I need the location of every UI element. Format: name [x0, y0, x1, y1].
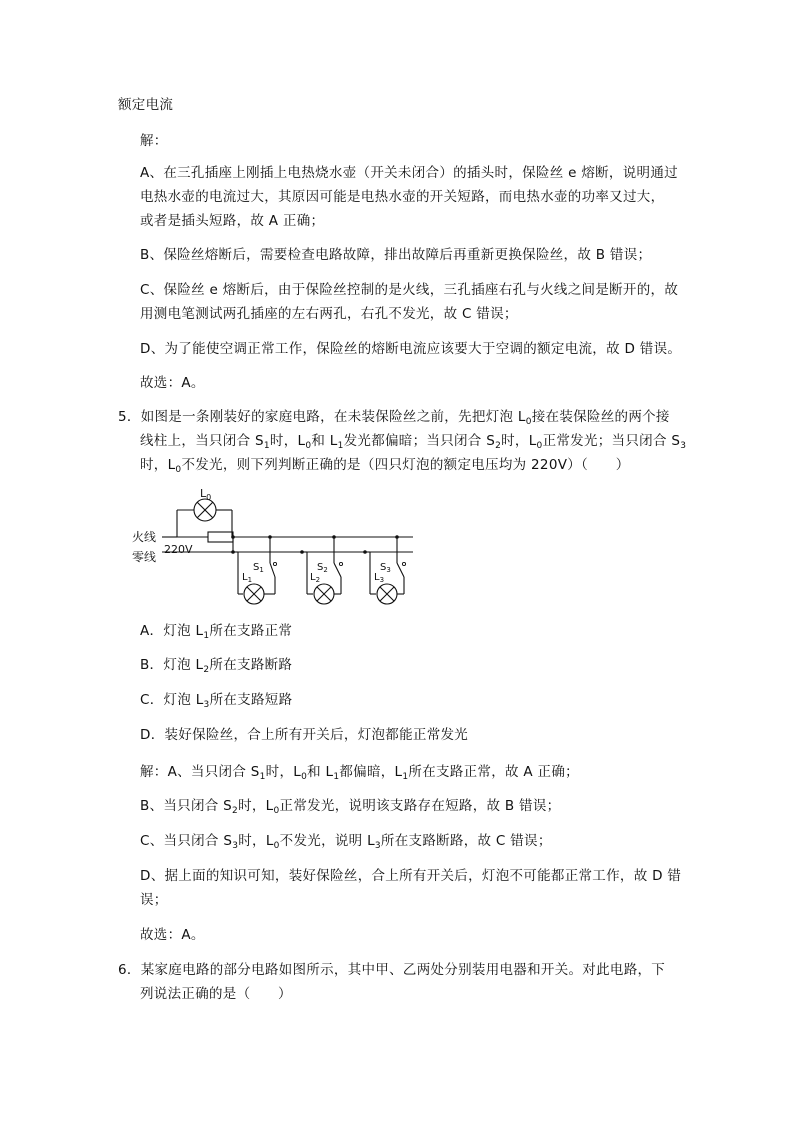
prev-solution-C-line1: C、保险丝 e 熔断后，由于保险丝控制的是火线，三孔插座右孔与火线之间是断开的，故 — [140, 282, 679, 298]
prev-text-tail: 额定电流 — [118, 97, 174, 113]
prev-solution-A-line1: A、在三孔插座上刚插上电热烧水壶（开关未闭合）的插头时，保险丝 e 熔断，说明通过 — [140, 165, 678, 181]
circuit-diagram — [130, 480, 430, 610]
label-S3: $S_3$ — [380, 562, 391, 574]
label-L1: $L_1$ — [242, 572, 253, 584]
label-neutral-wire: 零线 — [132, 550, 157, 564]
q6-stem-line2: 列说法正确的是（ ） — [140, 986, 292, 1002]
q6-stem-line1: 6．某家庭电路的部分电路如图所示，其中甲、乙两处分别装用电器和开关。对此电路，下 — [118, 962, 666, 978]
label-L3: $L_3$ — [374, 572, 385, 584]
q5-solution-D-line2: 误； — [140, 892, 168, 908]
prev-solution-C-line2: 用测电笔测试两孔插座的左右两孔，右孔不发光，故 C 错误； — [140, 306, 518, 322]
q5-solution-B: B、当只闭合 $S_2$时，$L_0$正常发光，说明该支路存在短路，故 B 错误； — [140, 798, 561, 816]
fuse-symbol — [208, 532, 233, 542]
prev-solution-A-line3: 或者是插头短路，故 A 正确； — [140, 213, 325, 229]
q5-answer: 故选：A。 — [140, 927, 205, 943]
q5-stem-line1: 5．如图是一条刚装好的家庭电路，在未装保险丝之前，先把灯泡 $L_0$接在装保险丝的两个接 — [118, 409, 670, 427]
q5-solution-A: 解：A、当只闭合 $S_1$时，$L_0$和 $L_1$都偏暗，$L_1$所在支路正常，故 A 正确； — [140, 764, 579, 782]
q5-solution-C: C、当只闭合 $S_3$时，$L_0$不发光，说明 $L_3$所在支路断路，故 C 错误； — [140, 833, 552, 851]
label-S2: $S_2$ — [317, 562, 328, 574]
prev-solution-D: D、为了能使空调正常工作，保险丝的熔断电流应该要大于空调的额定电流，故 D 错误。 — [140, 341, 682, 357]
label-live-wire: 火线 — [132, 530, 157, 544]
q5-option-B: B．灯泡 $L_2$所在支路断路 — [140, 657, 293, 675]
prev-solution-B: B、保险丝熔断后，需要检查电路故障，排出故障后再重新更换保险丝，故 B 错误； — [140, 247, 652, 263]
q5-option-D: D．装好保险丝，合上所有开关后，灯泡都能正常发光 — [140, 727, 469, 743]
q5-option-A: A．灯泡 $L_1$所在支路正常 — [140, 623, 293, 641]
q5-solution-D-line1: D、据上面的知识可知，装好保险丝，合上所有开关后，灯泡不可能都正常工作，故 D 错 — [140, 868, 682, 884]
label-L0: $L_0$ — [200, 487, 212, 502]
q5-option-C: C．灯泡 $L_3$所在支路短路 — [140, 692, 293, 710]
label-voltage: 220V — [164, 543, 193, 556]
prev-solution-A-line2: 电热水壶的电流过大，其原因可能是电热水壶的开关短路，而电热水壶的功率又过大， — [140, 189, 665, 205]
q5-stem-line3: 时，$L_0$不发光，则下列判断正确的是（四只灯泡的额定电压均为 220V）（ ） — [140, 457, 630, 475]
solution-heading: 解： — [140, 133, 168, 149]
prev-answer: 故选：A。 — [140, 375, 205, 391]
label-L2: $L_2$ — [310, 572, 321, 584]
label-S1: $S_1$ — [253, 562, 264, 574]
q5-stem-line2: 线柱上，当只闭合 $S_1$时，$L_0$和 $L_1$发光都偏暗；当只闭合 $S_2$时，$L_0$正常发光；当只闭合 $S_3$ — [140, 433, 687, 451]
